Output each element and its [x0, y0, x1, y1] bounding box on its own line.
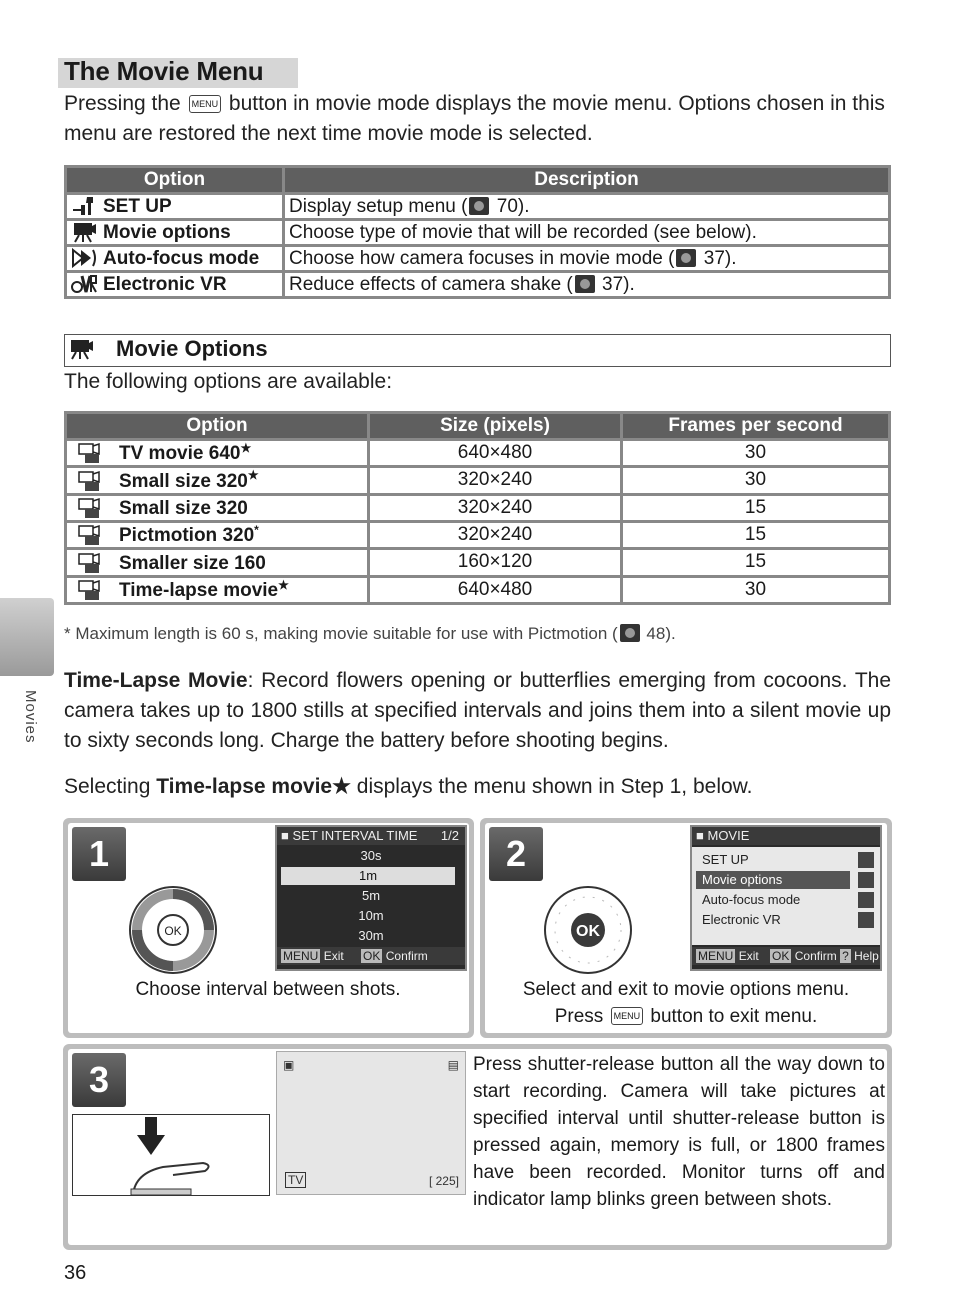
- frame-counter: [ 225]: [428, 1174, 459, 1188]
- page-ref: 37).: [703, 247, 737, 269]
- screen-page: 1/2: [440, 828, 459, 843]
- menu-key-icon: MENU: [283, 949, 319, 963]
- screen-header: [277, 827, 465, 845]
- movie-menu-item[interactable]: Movie options: [696, 871, 850, 889]
- table-row: [67, 496, 888, 520]
- caption-pre: Press: [554, 1006, 604, 1027]
- col-header-option: Option: [67, 168, 282, 192]
- intro-before: Pressing the: [64, 92, 181, 115]
- movie-options-heading: Movie Options: [116, 336, 268, 361]
- footer-exit: Exit: [323, 949, 344, 963]
- intro-paragraph: [64, 89, 894, 149]
- option-desc: Choose how camera focuses in movie mode (: [289, 247, 675, 269]
- camera-screen: [275, 825, 467, 971]
- camera-screen: [276, 1051, 466, 1195]
- screen-header: [692, 827, 880, 845]
- option-name: Movie options: [103, 222, 231, 243]
- option-name: SET UP: [103, 196, 172, 217]
- page-ref-icon: [575, 275, 595, 293]
- size-cell: 320×240: [370, 468, 620, 492]
- step-3-text: Press shutter-release button all the way down to start recording. Camera will take pictures at specified interval until shutter-release button is pressed again, memory is full, or 1800 frames have been recorded. Monitor turns off and indicator lamp blinks green between shots.: [473, 1054, 885, 1210]
- col-header-size: Size (pixels): [370, 414, 620, 438]
- vr-icon: [71, 273, 97, 295]
- step-number: 2: [489, 827, 543, 881]
- step-3-box: [63, 1044, 892, 1250]
- fps-cell: 30: [623, 468, 888, 492]
- autofocus-icon: [71, 247, 97, 269]
- fps-cell: 15: [623, 496, 888, 520]
- step-number: 3: [72, 1053, 126, 1107]
- caption-line-2: [490, 1003, 882, 1030]
- movie-camera-icon: ■: [696, 828, 704, 843]
- option-mark: ★: [240, 441, 252, 455]
- option-desc: Reduce effects of camera shake (: [289, 273, 573, 295]
- select-pre: Selecting: [64, 775, 151, 798]
- interval-option[interactable]: 1m: [281, 867, 455, 885]
- pictmotion-icon: [77, 524, 103, 546]
- option-mark: ★: [278, 577, 289, 592]
- size-cell: 640×480: [370, 441, 620, 465]
- size-cell: 640×480: [370, 578, 620, 602]
- interval-option[interactable]: 5m: [361, 888, 381, 903]
- size-cell: 320×240: [370, 496, 620, 520]
- table-row: [67, 273, 888, 296]
- step-2-box: [480, 818, 892, 1038]
- col-header-option: Option: [67, 414, 367, 438]
- col-header-fps: Frames per second: [623, 414, 888, 438]
- movie-camera-icon: [71, 221, 97, 243]
- table-row: [67, 523, 888, 547]
- ok-key-icon: OK: [363, 949, 381, 963]
- time-lapse-icon: ▣: [283, 1058, 295, 1072]
- table-row: [67, 195, 888, 218]
- svg-text:OK: OK: [164, 924, 182, 938]
- option-name: Electronic VR: [103, 274, 227, 295]
- page-title: The Movie Menu: [64, 56, 264, 86]
- option-name: Auto-focus mode: [103, 248, 260, 269]
- small-size-15-icon: [77, 497, 103, 519]
- page-ref: 70).: [496, 195, 530, 217]
- menu-item-icon: [858, 892, 874, 908]
- svg-text:OK: OK: [576, 923, 600, 940]
- camera-screen: [690, 825, 882, 971]
- menu-item-icon: [858, 852, 874, 868]
- movie-options-table: [64, 411, 891, 605]
- footer-help: Help: [854, 949, 879, 963]
- page-ref: 48).: [646, 624, 676, 643]
- memory-icon: ▤: [447, 1058, 459, 1072]
- option-desc: Display setup menu (: [289, 195, 468, 217]
- footer-exit: Exit: [738, 949, 759, 963]
- shutter-illustration: [72, 1114, 270, 1196]
- press-down-arrow-icon: [73, 1115, 269, 1195]
- fps-cell: 30: [623, 441, 888, 465]
- menu-key-icon: MENU: [611, 1007, 644, 1025]
- option-name: Smaller size 160: [119, 552, 266, 574]
- step-2-caption: [490, 976, 882, 1030]
- step-1-box: [63, 818, 474, 1038]
- screen-title: MOVIE: [707, 828, 750, 843]
- page-number: 36: [64, 1262, 87, 1284]
- select-paragraph: [64, 772, 753, 802]
- small-size-icon: [77, 470, 103, 492]
- multi-selector-icon: [543, 885, 633, 975]
- option-name: Small size 320: [119, 497, 248, 519]
- interval-option[interactable]: 30s: [360, 848, 382, 863]
- option-mark: ★: [247, 468, 259, 483]
- page-ref-icon: [676, 249, 696, 267]
- available-text: The following options are available:: [64, 370, 393, 393]
- table-row: [67, 247, 888, 270]
- page-ref-icon: [469, 197, 489, 215]
- interval-option[interactable]: 10m: [358, 908, 384, 923]
- screen-title: SET INTERVAL TIME: [292, 828, 418, 843]
- side-tab: [0, 598, 54, 676]
- caption-line-1: Select and exit to movie options menu.: [522, 979, 850, 1000]
- size-cell: 160×120: [370, 550, 620, 574]
- time-lapse-paragraph: [64, 666, 891, 756]
- option-desc: Choose type of movie that will be recorded (see below).: [289, 221, 757, 243]
- menu-item-icon: [858, 872, 874, 888]
- option-mark: *: [254, 522, 259, 537]
- fps-cell: 30: [623, 578, 888, 602]
- step-1-caption: Choose interval between shots.: [135, 979, 401, 1000]
- table-row: [67, 441, 888, 465]
- interval-option[interactable]: 30m: [358, 928, 384, 943]
- footnote-text: * Maximum length is 60 s, making movie suitable for use with Pictmotion (: [64, 624, 618, 643]
- time-lapse-label: Time-Lapse Movie: [64, 669, 248, 692]
- time-lapse-icon: [77, 579, 103, 601]
- table-row: [67, 468, 888, 492]
- fps-cell: 15: [623, 550, 888, 574]
- table-row: [67, 578, 888, 602]
- help-key-icon: ?: [842, 949, 849, 963]
- movie-menu-list: [692, 847, 880, 945]
- menu-item-icon: [858, 912, 874, 928]
- fps-cell: 15: [623, 523, 888, 547]
- footer-confirm: Confirm: [385, 949, 428, 963]
- wrench-icon: [71, 195, 97, 217]
- caption-post: button to exit menu.: [650, 1006, 818, 1027]
- size-cell: 320×240: [370, 523, 620, 547]
- footnote: [64, 624, 676, 644]
- movie-camera-icon: ■: [281, 828, 289, 843]
- screen-footer: [277, 947, 465, 965]
- multi-selector-icon: [128, 885, 218, 975]
- select-post: displays the menu shown in Step 1, below.: [356, 775, 753, 798]
- step-number: 1: [72, 827, 126, 881]
- table-row: [67, 221, 888, 244]
- select-bold: Time-lapse movie★: [156, 775, 351, 798]
- page-ref-icon: [620, 624, 640, 642]
- time-lapse-text: : Record flowers opening or butterflies emerging from cocoons. The camera takes up to 1800 stills at specified intervals and joins them into a silent movie up to sixty seconds long. Charge the battery before shooting begins.: [64, 669, 891, 752]
- ok-key-icon: OK: [772, 949, 790, 963]
- menu-key-icon: MENU: [698, 949, 734, 963]
- movie-menu-item[interactable]: Auto-focus mode: [702, 892, 801, 907]
- col-header-description: Description: [285, 168, 888, 192]
- movie-menu-item[interactable]: SET UP: [702, 852, 749, 867]
- side-tab-label: Movies: [22, 690, 39, 744]
- option-name: TV movie 640: [119, 443, 241, 465]
- footer-confirm: Confirm: [794, 949, 837, 963]
- movie-menu-item[interactable]: Electronic VR: [702, 912, 781, 927]
- smaller-size-icon: [77, 552, 103, 574]
- screen-mode: TV: [285, 1172, 306, 1188]
- movie-camera-icon: [68, 337, 94, 361]
- tv-movie-icon: [77, 442, 103, 464]
- option-name: Time-lapse movie: [119, 579, 279, 601]
- menu-options-table: [64, 165, 891, 299]
- intro-after: button in movie mode displays the movie menu. Options chosen in this menu are restored the next time movie mode is selected.: [64, 92, 885, 145]
- screen-footer: [692, 947, 880, 965]
- option-name: Small size 320: [119, 470, 248, 492]
- option-name: Pictmotion 320: [119, 525, 255, 547]
- page-ref: 37).: [602, 273, 635, 295]
- menu-key-icon: MENU: [189, 95, 222, 113]
- table-row: [67, 550, 888, 574]
